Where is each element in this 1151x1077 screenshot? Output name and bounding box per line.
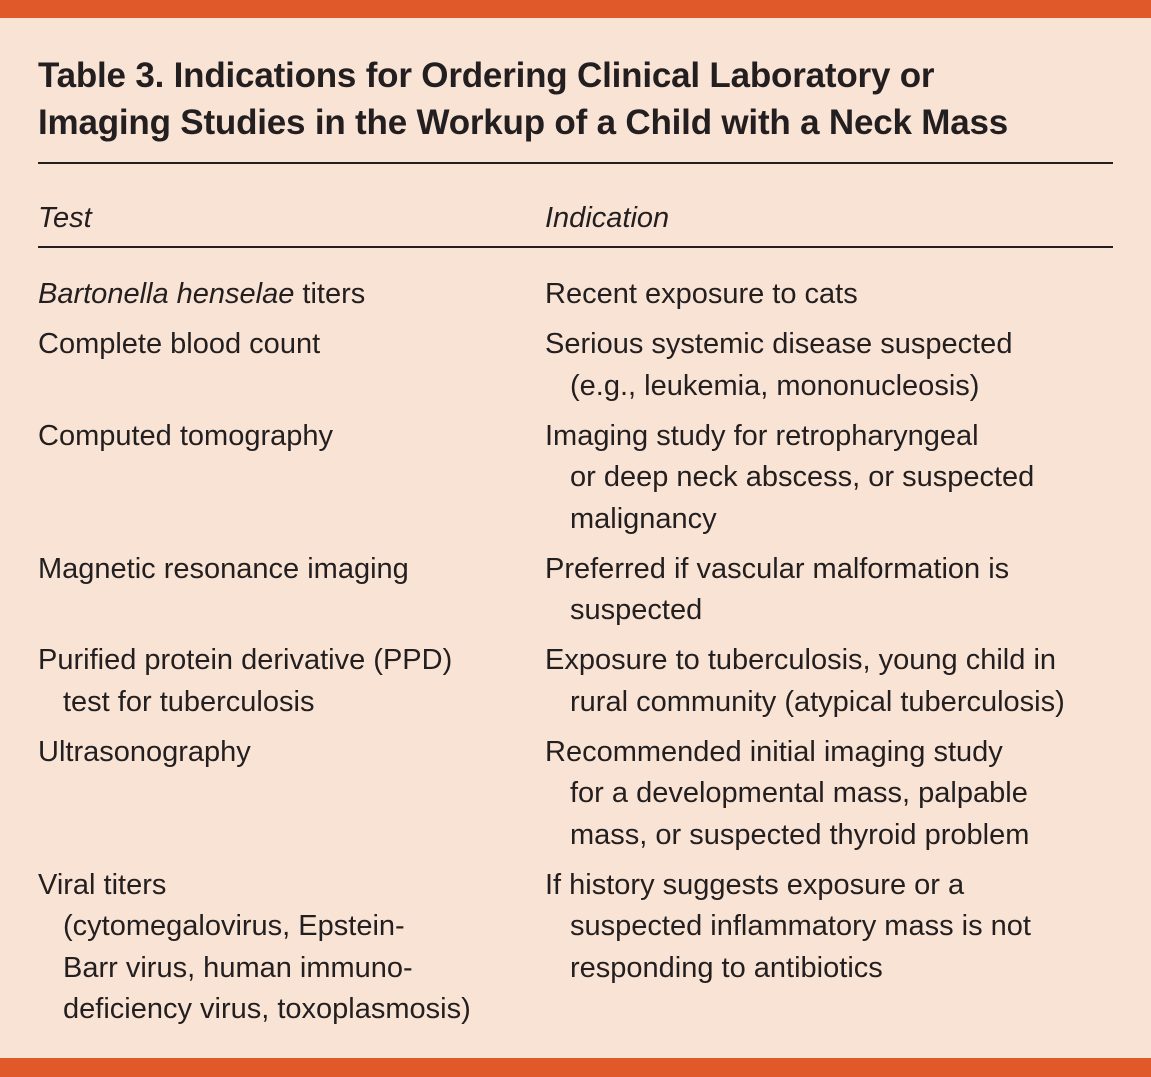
indication-line: Serious systemic disease suspected [545,328,1013,361]
test-line: Purified protein derivative (PPD) [38,644,453,677]
indication-line: (e.g., leukemia, mononucleosis) [570,369,980,402]
title-divider [38,162,1113,164]
header-divider [38,246,1113,248]
bottom-accent-bar [0,1058,1151,1077]
indication-cell [545,549,1128,632]
table-row [38,416,1128,540]
table-body [38,274,1128,1039]
test-line: Magnetic resonance imaging [38,552,409,585]
indication-cell [545,274,1128,315]
test-cell [38,865,545,1031]
table-row [38,324,1128,407]
test-line: deficiency virus, toxoplasmosis) [63,993,471,1026]
indication-line: or deep neck abscess, or suspected [570,461,1035,494]
column-header-test: Test [38,202,92,234]
indication-line: Recommended initial imaging study [545,736,1003,769]
test-line: Viral titers [38,869,167,902]
table-row [38,640,1128,723]
test-line: test for tuberculosis [63,685,315,718]
indication-line: Recent exposure to cats [545,278,858,310]
test-name-suffix: titers [294,278,366,310]
test-cell [38,640,545,723]
test-cell [38,324,545,407]
column-header-indication: Indication [545,202,670,234]
table-row [38,549,1128,632]
test-line: (cytomegalovirus, Epstein- [63,910,405,943]
test-cell [38,732,545,856]
table-row [38,732,1128,856]
table-row [38,865,1128,1031]
indication-line: rural community (atypical tuberculosis) [570,685,1065,718]
indication-line: If history suggests exposure or a [545,869,965,902]
test-cell [38,549,545,632]
top-accent-bar [0,0,1151,18]
table-title [38,52,1128,146]
indication-line: suspected [570,594,703,627]
indication-line: suspected inflammatory mass is not [570,910,1031,943]
indication-cell [545,324,1128,407]
indication-line: Preferred if vascular malformation is [545,552,1010,585]
test-line: Complete blood count [38,328,321,361]
indication-cell [545,416,1128,540]
indication-cell [545,865,1128,1031]
table-title-line-2: Imaging Studies in the Workup of a Child with a Neck Mass [38,103,1009,142]
indication-line: responding to antibiotics [570,951,883,984]
organism-name: Bartonella henselae [38,278,295,310]
indication-line: Exposure to tuberculosis, young child in [545,644,1057,677]
indication-line: malignancy [570,502,717,535]
indication-line: for a developmental mass, palpable [570,777,1028,810]
indication-line: mass, or suspected thyroid problem [570,818,1030,851]
indication-cell [545,640,1128,723]
indication-cell [545,732,1128,856]
test-line: Ultrasonography [38,736,251,769]
test-line: Barr virus, human immuno- [63,951,413,984]
test-cell [38,416,545,540]
test-line: Computed tomography [38,419,333,452]
table-row [38,274,1128,315]
test-line [38,274,545,315]
table-title-line-1: Table 3. Indications for Ordering Clinical Laboratory or [38,56,935,95]
indication-line: Imaging study for retropharyngeal [545,419,979,452]
test-cell [38,274,545,315]
